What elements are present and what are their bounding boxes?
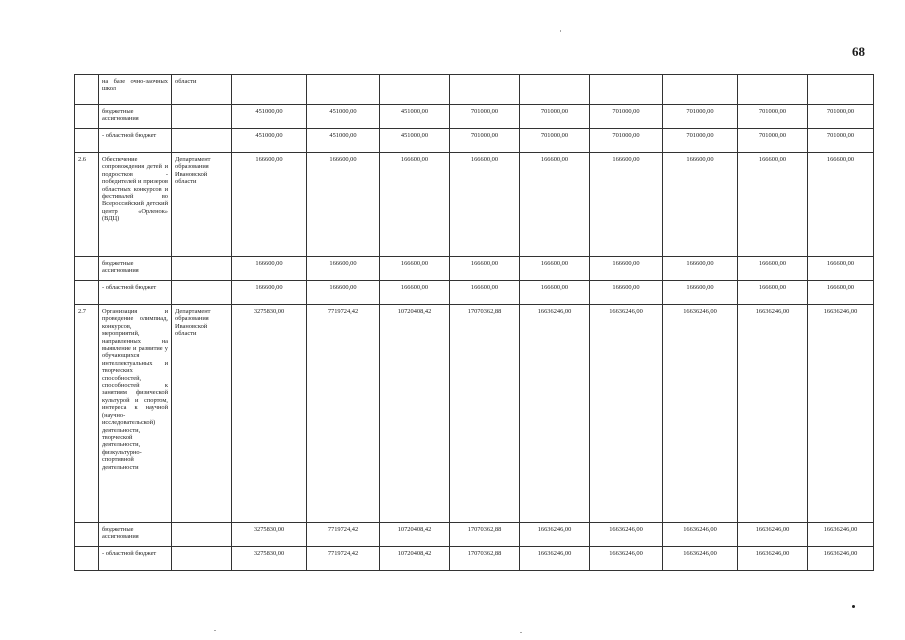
amount-cell: 166600,00 bbox=[232, 153, 307, 257]
amount-cell: 16636246,00 bbox=[590, 547, 663, 571]
amount-cell: 16636246,00 bbox=[738, 305, 808, 523]
table-row bbox=[75, 305, 874, 523]
table-row bbox=[75, 257, 874, 281]
amount-cell bbox=[232, 75, 307, 105]
amount-cell: 10720408,42 bbox=[380, 547, 450, 571]
page-number: 68 bbox=[852, 44, 865, 59]
amount-cell: 166600,00 bbox=[307, 281, 380, 305]
executor-cell bbox=[172, 257, 232, 281]
amount-cell: 166600,00 bbox=[590, 153, 663, 257]
event-name-cell: бюджетные ассигнования bbox=[99, 257, 172, 281]
amount-cell: 701000,00 bbox=[590, 105, 663, 129]
amount-cell: 16636246,00 bbox=[520, 547, 590, 571]
amount-cell: 701000,00 bbox=[663, 129, 738, 153]
amount-cell: 3275830,00 bbox=[232, 547, 307, 571]
executor-cell: Департамент образования Ивановской области bbox=[172, 153, 232, 257]
event-name-cell: - областной бюджет bbox=[99, 129, 172, 153]
table-row bbox=[75, 105, 874, 129]
row-number-cell bbox=[75, 547, 99, 571]
executor-cell: Департамент образования Ивановской области bbox=[172, 305, 232, 523]
amount-cell: 166600,00 bbox=[232, 281, 307, 305]
amount-cell bbox=[450, 75, 520, 105]
budget-table bbox=[74, 74, 874, 571]
amount-cell: 701000,00 bbox=[663, 105, 738, 129]
row-number-cell bbox=[75, 257, 99, 281]
amount-cell: 166600,00 bbox=[590, 257, 663, 281]
event-name-cell: Организация и проведение олимпиад, конкурсов, мероприятий, направленных на выявление и развитие у обучающихся интеллектуальных и творческих способностей, способностей к занятиям физической культурой и спортом, интереса к научной (научно-исследовательской) деятельности, творческой деятельности, физкультурно-спортивной деятельности bbox=[99, 305, 172, 523]
event-name-cell: на базе очно-заочных школ bbox=[99, 75, 172, 105]
table-row bbox=[75, 547, 874, 571]
event-name-cell: - областной бюджет bbox=[99, 547, 172, 571]
amount-cell: 17070362,88 bbox=[450, 547, 520, 571]
amount-cell bbox=[380, 75, 450, 105]
amount-cell: 166600,00 bbox=[738, 257, 808, 281]
amount-cell: 701000,00 bbox=[520, 105, 590, 129]
amount-cell: 166600,00 bbox=[520, 281, 590, 305]
scan-speck bbox=[560, 30, 561, 32]
amount-cell: 16636246,00 bbox=[520, 305, 590, 523]
amount-cell: 701000,00 bbox=[520, 129, 590, 153]
amount-cell: 10720408,42 bbox=[380, 523, 450, 547]
amount-cell: 166600,00 bbox=[808, 257, 874, 281]
amount-cell bbox=[663, 75, 738, 105]
amount-cell: 166600,00 bbox=[450, 257, 520, 281]
amount-cell: 701000,00 bbox=[808, 105, 874, 129]
event-name-cell: бюджетные ассигнования bbox=[99, 523, 172, 547]
amount-cell: 701000,00 bbox=[738, 129, 808, 153]
amount-cell: 451000,00 bbox=[380, 105, 450, 129]
amount-cell: 166600,00 bbox=[380, 281, 450, 305]
amount-cell: 166600,00 bbox=[450, 153, 520, 257]
amount-cell: 701000,00 bbox=[450, 129, 520, 153]
amount-cell: 451000,00 bbox=[232, 105, 307, 129]
executor-cell bbox=[172, 105, 232, 129]
amount-cell: 3275830,00 bbox=[232, 305, 307, 523]
amount-cell: 166600,00 bbox=[307, 257, 380, 281]
amount-cell: 451000,00 bbox=[307, 105, 380, 129]
amount-cell: 166600,00 bbox=[232, 257, 307, 281]
scan-speck bbox=[852, 605, 855, 608]
amount-cell: 166600,00 bbox=[307, 153, 380, 257]
amount-cell: 16636246,00 bbox=[590, 305, 663, 523]
amount-cell: 16636246,00 bbox=[663, 305, 738, 523]
amount-cell: 16636246,00 bbox=[808, 523, 874, 547]
scan-speck bbox=[520, 632, 522, 633]
amount-cell: 166600,00 bbox=[380, 153, 450, 257]
amount-cell: 701000,00 bbox=[808, 129, 874, 153]
amount-cell: 16636246,00 bbox=[520, 523, 590, 547]
amount-cell: 16636246,00 bbox=[738, 523, 808, 547]
amount-cell: 166600,00 bbox=[520, 257, 590, 281]
amount-cell: 166600,00 bbox=[738, 153, 808, 257]
event-name-cell: - областной бюджет bbox=[99, 281, 172, 305]
amount-cell: 701000,00 bbox=[590, 129, 663, 153]
amount-cell: 166600,00 bbox=[738, 281, 808, 305]
amount-cell: 17070362,88 bbox=[450, 305, 520, 523]
amount-cell bbox=[738, 75, 808, 105]
budget-table-body bbox=[75, 75, 874, 571]
row-number-cell bbox=[75, 523, 99, 547]
amount-cell: 701000,00 bbox=[450, 105, 520, 129]
row-number-cell bbox=[75, 281, 99, 305]
table-row bbox=[75, 281, 874, 305]
amount-cell: 7719724,42 bbox=[307, 523, 380, 547]
table-row bbox=[75, 75, 874, 105]
amount-cell: 166600,00 bbox=[590, 281, 663, 305]
amount-cell: 16636246,00 bbox=[663, 523, 738, 547]
amount-cell: 166600,00 bbox=[663, 153, 738, 257]
amount-cell bbox=[590, 75, 663, 105]
amount-cell: 166600,00 bbox=[450, 281, 520, 305]
amount-cell bbox=[307, 75, 380, 105]
amount-cell: 16636246,00 bbox=[808, 547, 874, 571]
amount-cell: 166600,00 bbox=[520, 153, 590, 257]
amount-cell: 166600,00 bbox=[808, 281, 874, 305]
amount-cell: 17070362,88 bbox=[450, 523, 520, 547]
amount-cell: 16636246,00 bbox=[590, 523, 663, 547]
executor-cell bbox=[172, 281, 232, 305]
row-number-cell: 2.7 bbox=[75, 305, 99, 523]
amount-cell: 16636246,00 bbox=[738, 547, 808, 571]
amount-cell: 166600,00 bbox=[663, 257, 738, 281]
event-name-cell: Обеспечение сопровождения детей и подростков - победителей и призеров областных конкурсов и фестивалей во Всероссийский детский центр «Орленок» (ВДЦ) bbox=[99, 153, 172, 257]
row-number-cell bbox=[75, 75, 99, 105]
amount-cell: 166600,00 bbox=[380, 257, 450, 281]
amount-cell: 3275830,00 bbox=[232, 523, 307, 547]
executor-cell: области bbox=[172, 75, 232, 105]
amount-cell: 451000,00 bbox=[307, 129, 380, 153]
amount-cell: 16636246,00 bbox=[808, 305, 874, 523]
amount-cell: 701000,00 bbox=[738, 105, 808, 129]
row-number-cell bbox=[75, 105, 99, 129]
amount-cell: 451000,00 bbox=[232, 129, 307, 153]
amount-cell: 10720408,42 bbox=[380, 305, 450, 523]
scan-speck bbox=[214, 630, 216, 631]
row-number-cell: 2.6 bbox=[75, 153, 99, 257]
table-row bbox=[75, 129, 874, 153]
amount-cell bbox=[520, 75, 590, 105]
amount-cell: 7719724,42 bbox=[307, 547, 380, 571]
amount-cell: 166600,00 bbox=[808, 153, 874, 257]
amount-cell: 16636246,00 bbox=[663, 547, 738, 571]
amount-cell: 166600,00 bbox=[663, 281, 738, 305]
amount-cell bbox=[808, 75, 874, 105]
table-row bbox=[75, 523, 874, 547]
amount-cell: 7719724,42 bbox=[307, 305, 380, 523]
row-number-cell bbox=[75, 129, 99, 153]
executor-cell bbox=[172, 129, 232, 153]
executor-cell bbox=[172, 523, 232, 547]
event-name-cell: бюджетные ассигнования bbox=[99, 105, 172, 129]
executor-cell bbox=[172, 547, 232, 571]
amount-cell: 451000,00 bbox=[380, 129, 450, 153]
table-row bbox=[75, 153, 874, 257]
